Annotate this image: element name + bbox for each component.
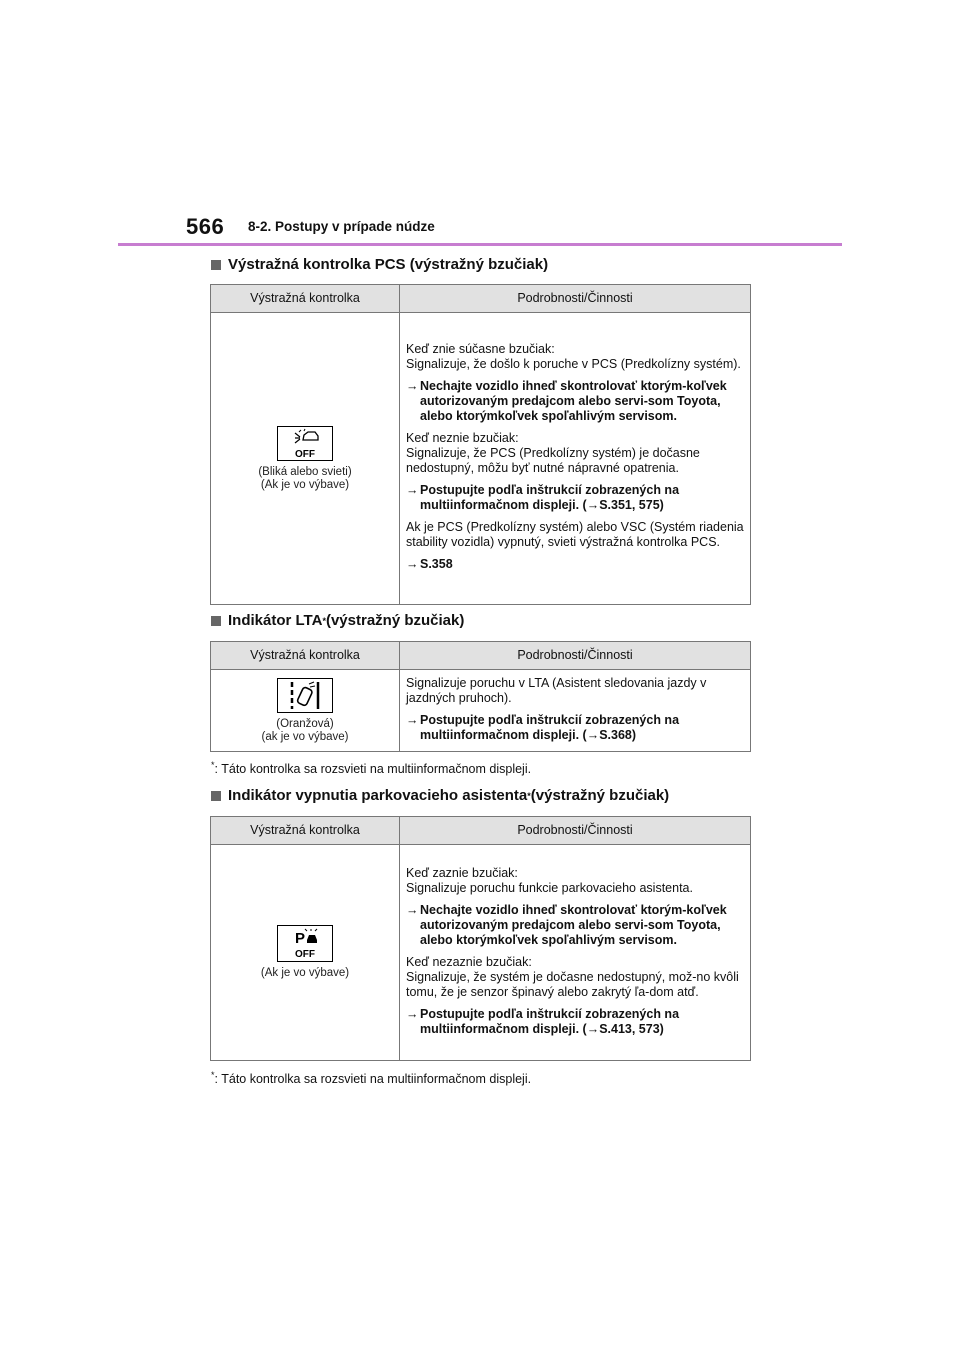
pcs-p1-line2: Signalizuje, že došlo k poruche v PCS (Predkolízny systém). bbox=[406, 357, 741, 371]
pcs-p1-line1: Keď znie súčasne bzučiak: bbox=[406, 342, 555, 356]
pcs-p1-action: Nechajte vozidlo ihneď skontrolovať ktorým-koľvek autorizovaným predajcom alebo servi-som Toyota, alebo ktorýmkoľvek spoľahlivým servisom. bbox=[420, 379, 727, 423]
section-label: 8-2. Postupy v prípade núdze bbox=[248, 219, 435, 234]
col-header-details: Podrobnosti/Činnosti bbox=[400, 642, 751, 670]
park-caption-1: (Ak je vo výbave) bbox=[260, 967, 350, 979]
lta-p1: Signalizuje poruchu v LTA (Asistent sledovania jazdy v jazdných pruhoch). bbox=[406, 675, 707, 705]
park-heading-rest: (výstražný bzučiak) bbox=[530, 787, 670, 804]
park-heading bbox=[211, 787, 669, 804]
park-icon-cell bbox=[211, 845, 400, 1061]
pcs-caption-1: (Bliká alebo svieti) bbox=[258, 465, 352, 478]
park-footnote: *: Táto kontrolka sa rozsvieti na multiinformačnom displeji. bbox=[211, 1070, 532, 1087]
arrow-icon: → bbox=[406, 483, 419, 497]
park-heading-mark: * bbox=[527, 790, 531, 801]
lta-caption-1: (Oranžová) bbox=[276, 717, 334, 730]
square-bullet-icon bbox=[211, 260, 221, 270]
park-p2-action[interactable]: Postupujte podľa inštrukcií zobrazených na multiinformačnom displeji. (→S.413, 573) bbox=[420, 1006, 680, 1036]
lta-heading-rest: (výstražný bzučiak) bbox=[325, 612, 465, 629]
park-details bbox=[400, 845, 751, 1061]
pcs-p3-action[interactable]: S.358 bbox=[420, 557, 453, 571]
lane-tracing-icon bbox=[277, 678, 333, 713]
arrow-icon: → bbox=[406, 1006, 419, 1021]
svg-text:OFF: OFF bbox=[295, 448, 315, 460]
park-p2-line1: Keď nezaznie bzučiak: bbox=[406, 954, 532, 969]
lta-heading-text: Indikátor LTA bbox=[228, 612, 323, 629]
page-number: 566 bbox=[186, 214, 225, 239]
square-bullet-icon bbox=[211, 616, 221, 626]
pcs-caption-2: (Ak je vo výbave) bbox=[260, 478, 350, 491]
pcs-heading bbox=[211, 256, 548, 273]
lta-icon-cell bbox=[211, 670, 400, 752]
pcs-off-icon bbox=[277, 426, 333, 461]
pcs-table bbox=[210, 284, 751, 605]
lta-action[interactable]: Postupujte podľa inštrukcií zobrazených na multiinformačnom displeji. (→S.368) bbox=[420, 712, 680, 742]
col-header-details: Podrobnosti/Činnosti bbox=[400, 817, 751, 845]
col-header-indicator: Výstražná kontrolka bbox=[211, 285, 400, 313]
park-heading-text: Indikátor vypnutia parkovacieho asistenta bbox=[228, 787, 528, 804]
col-header-details: Podrobnosti/Činnosti bbox=[400, 285, 751, 313]
arrow-icon: → bbox=[406, 902, 419, 917]
arrow-icon: → bbox=[406, 557, 419, 571]
pcs-p2-action[interactable]: Postupujte podľa inštrukcií zobrazených na multiinformačnom displeji. (→S.351, 575) bbox=[420, 483, 680, 512]
lta-footnote: *: Táto kontrolka sa rozsvieti na multiinformačnom displeji. bbox=[211, 760, 532, 777]
col-header-indicator: Výstražná kontrolka bbox=[211, 642, 400, 670]
col-header-indicator: Výstražná kontrolka bbox=[211, 817, 400, 845]
parking-assist-off-icon bbox=[277, 925, 333, 962]
park-p2-line2: Signalizuje, že systém je dočasne nedostupný, mož-no kvôli tomu, že je senzor špinavý alebo zakrytý ľa-dom atď. bbox=[406, 969, 739, 999]
lta-heading-mark: * bbox=[322, 615, 326, 626]
svg-text:P: P bbox=[294, 930, 306, 947]
square-bullet-icon bbox=[211, 791, 221, 801]
arrow-icon: → bbox=[406, 379, 419, 393]
lta-heading bbox=[211, 612, 464, 629]
svg-text:OFF: OFF bbox=[295, 949, 315, 960]
arrow-icon: → bbox=[406, 712, 419, 727]
park-table bbox=[210, 816, 751, 1061]
park-p1-line2: Signalizuje poruchu funkcie parkovacieho asistenta. bbox=[406, 880, 693, 895]
pcs-p2-line1: Keď neznie bzučiak: bbox=[406, 431, 519, 445]
park-p1-line1: Keď zaznie bzučiak: bbox=[406, 865, 518, 880]
pcs-p2-line2: Signalizuje, že PCS (Predkolízny systém) je dočasne nedostupný, môžu byť nutné nápravné opatrenia. bbox=[406, 446, 700, 475]
pcs-icon-cell bbox=[211, 313, 400, 605]
pcs-details bbox=[400, 313, 751, 605]
lta-details bbox=[400, 670, 751, 752]
pcs-p3: Ak je PCS (Predkolízny systém) alebo VSC (Systém riadenia stability vozidla) vypnutý, svieti výstražná kontrolka PCS. bbox=[406, 520, 744, 549]
lta-caption-2: (ak je vo výbave) bbox=[261, 730, 349, 743]
park-p1-action: Nechajte vozidlo ihneď skontrolovať ktorým-koľvek autorizovaným predajcom alebo servi-som Toyota, alebo ktorýmkoľvek spoľahlivým servisom. bbox=[420, 902, 727, 947]
lta-table bbox=[210, 641, 751, 752]
header-rule bbox=[118, 243, 842, 246]
pcs-heading-text: Výstražná kontrolka PCS (výstražný bzučiak) bbox=[228, 256, 549, 273]
